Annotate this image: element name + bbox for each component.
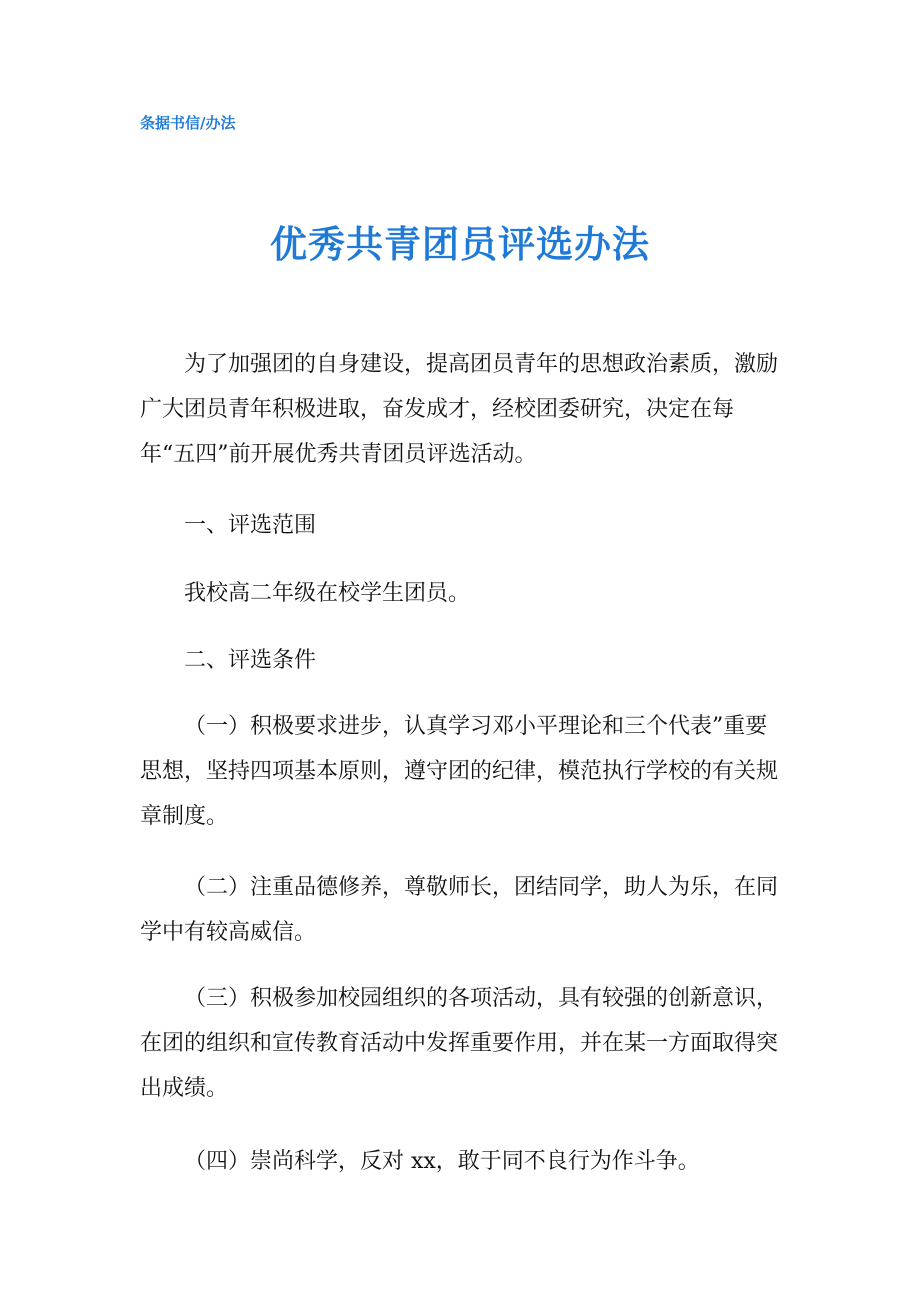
intro-paragraph: 为了加强团的自身建设，提高团员青年的思想政治素质，激励广大团员青年积极进取，奋发成才，经校团委研究，决定在每年“五四”前开展优秀共青团员评选活动。 — [140, 352, 779, 467]
condition-paragraph-2: （二）注重品德修养，尊敬师长，团结同学，助人为乐，在同学中有较高威信。 — [140, 875, 779, 945]
page-title: 优秀共青团员评选办法 — [270, 223, 650, 266]
scope-paragraph: 我校高二年级在校学生团员。 — [184, 581, 471, 606]
breadcrumb[interactable]: 条据书信/办法 — [140, 114, 236, 132]
section-heading-conditions: 二、评选条件 — [184, 648, 317, 673]
section-heading-scope: 一、评选范围 — [184, 513, 317, 538]
condition-paragraph-4: （四）崇尚科学，反对 xx，敢于同不良行为作斗争。 — [184, 1149, 700, 1174]
condition-paragraph-3: （三）积极参加校园组织的各项活动，具有较强的创新意识，在团的组织和宣传教育活动中发挥重要作用，并在某一方面取得突出成绩。 — [140, 986, 779, 1101]
condition-paragraph-1: （一）积极要求进步，认真学习邓小平理论和三个代表”重要思想，坚持四项基本原则，遵守团的纪律，模范执行学校的有关规章制度。 — [140, 714, 779, 829]
